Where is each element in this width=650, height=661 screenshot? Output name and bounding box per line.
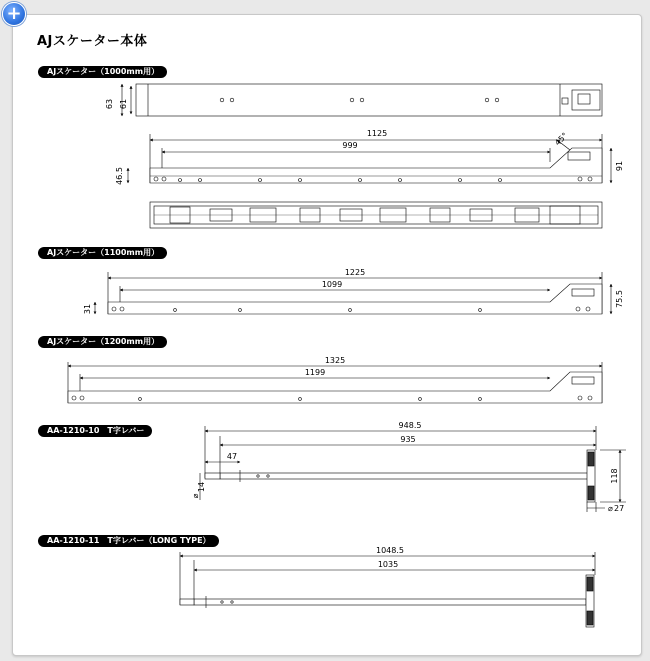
skater-1000-top-view <box>122 84 602 116</box>
section-label-t-lever: AA-1210-10 T字レバー <box>38 425 152 437</box>
dim-lever-overall: 948.5 <box>398 421 422 430</box>
dim-1200-overall: 1325 <box>324 356 346 365</box>
dim-lever-long-inner: 1035 <box>377 560 399 569</box>
skater-1200-side-view <box>68 362 602 403</box>
dim-1000-height-outer: 63 <box>105 98 114 110</box>
dim-lever-long-overall: 1048.5 <box>376 546 404 555</box>
dim-lever-handle-diameter: 27 <box>614 504 625 513</box>
dim-1000-inner: 999 <box>342 141 358 150</box>
dim-1000-overall: 1125 <box>366 129 388 138</box>
dim-1100-left-height: 31 <box>83 303 92 315</box>
dim-1000-rail-height: 46.5 <box>115 167 124 185</box>
dim-1000-angle: 45° <box>553 131 570 148</box>
plus-circle-icon[interactable]: + <box>2 2 26 26</box>
section-label-1200: AJスケーター（1200mm用） <box>38 336 167 348</box>
svg-text:⌀: ⌀ <box>191 493 200 499</box>
dim-lever-inner: 935 <box>400 435 416 444</box>
skater-1000-bottom-view <box>150 202 602 228</box>
section-label-t-lever-long: AA-1210-11 T字レバー（LONG TYPE） <box>38 535 219 547</box>
skater-1000-side-view <box>128 134 611 183</box>
dim-1100-overall: 1225 <box>344 268 366 277</box>
skater-1100-side-view <box>95 272 611 314</box>
dim-lever-handle-height: 118 <box>610 468 619 484</box>
page-title: AJスケーター本体 <box>37 34 148 49</box>
dim-1000-height-inner: 61 <box>119 98 128 110</box>
dim-1200-inner: 1199 <box>304 368 326 377</box>
dim-1000-end-height: 91 <box>615 160 624 172</box>
section-label-1000: AJスケーター（1000mm用） <box>38 66 167 78</box>
section-label-1100: AJスケーター（1100mm用） <box>38 247 167 259</box>
dim-1100-end-height: 75.5 <box>615 290 624 308</box>
dim-lever-rod-diameter: 14 <box>197 481 206 493</box>
dim-lever-end-length: 47 <box>226 452 238 461</box>
svg-text:⌀: ⌀ <box>608 504 613 513</box>
dim-1100-inner: 1099 <box>321 280 343 289</box>
